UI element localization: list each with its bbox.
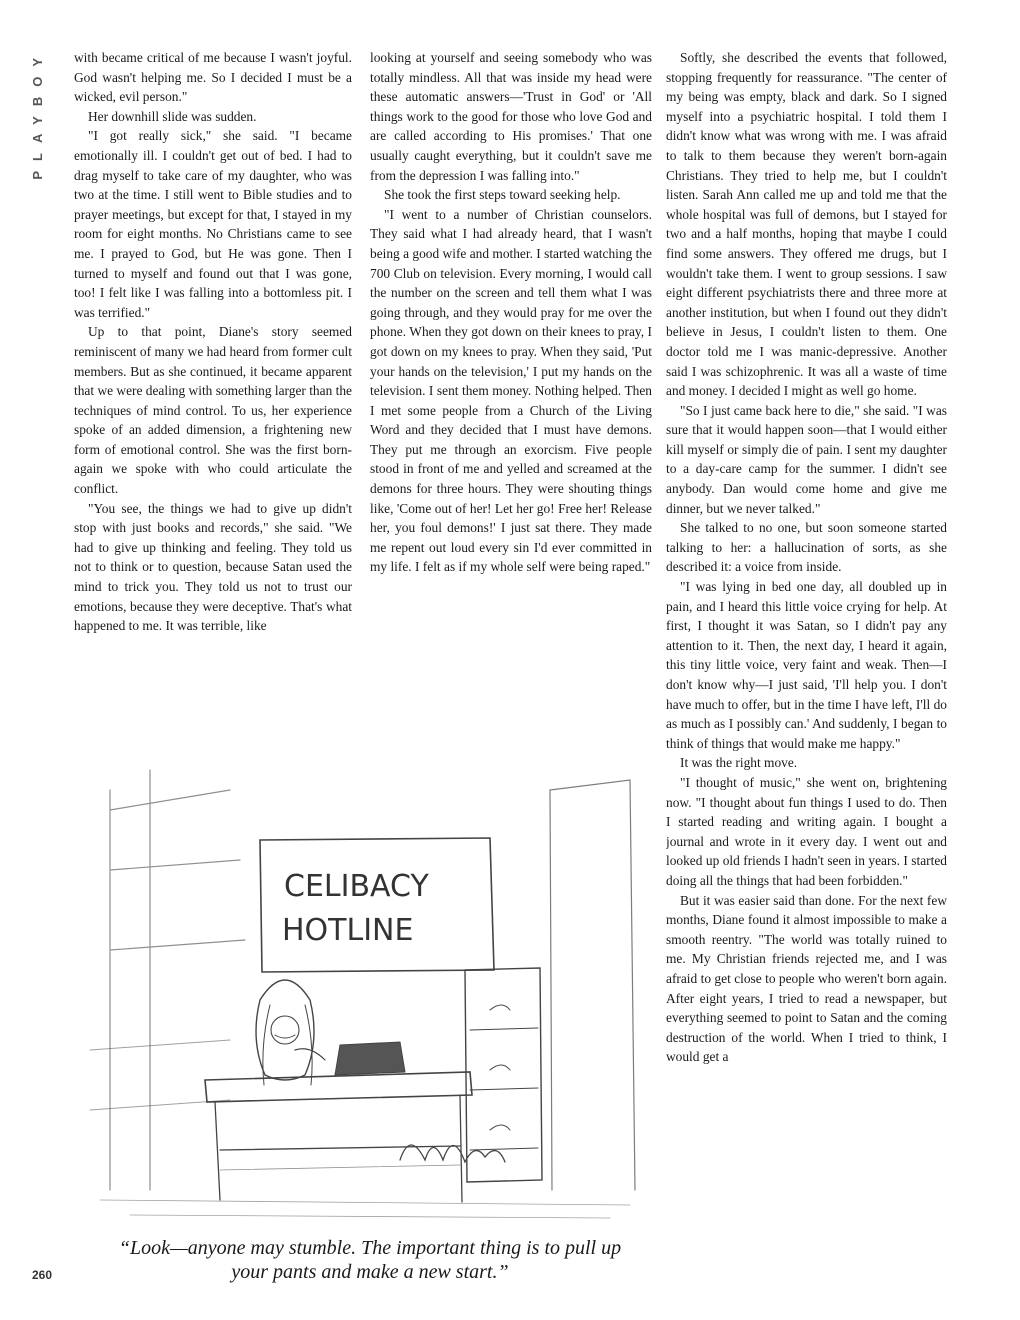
paragraph: Softly, she described the events that followed, stopping frequently for reassurance. "The center of my being was empty, black and dark. So I signed myself into a psychiatric hospital. I told them I didn't know what was wrong with me. I was afraid to talk to them because they weren't born-again Christians. They tried to help me, but I couldn't listen. Sarah Ann called me up and told me that the whole hospital was full of demons, but I stayed for two and a half months, hoping that maybe I could find some answers. They offered me drugs, but I wouldn't take them. I went to group sessions. I saw eight different psychiatrists there and three more at another institution, but when I found out they didn't believe in Jesus, I couldn't listen to them. One doctor told me I was manic-depressive. Another said I was schizophrenic. It was all a waste of time and money. I decided I might as well go home. [666, 50, 947, 399]
paragraph: She talked to no one, but soon someone started talking to her: a hallucination of sorts, as she described it: a voice from inside. [666, 520, 947, 575]
paragraph: "I got really sick," she said. "I became emotionally ill. I couldn't get out of bed. I had to drag myself to take care of my daughter, who was two at the time. I still went to Bible studies and to prayer meetings, but except for that, I stayed in my room for eight months. No Christians came to see me. I prayed to God, but He was gone. Then I turned to myself and found out that I was gone, too! I felt like I was falling into a bottomless pit. I was terrified." [74, 128, 352, 320]
paragraph: "I went to a number of Christian counselors. They said what I had already heard, that I wasn't being a good wife and mother. I started watching the 700 Club on television. Every morning, I would call the number on the screen and tell them what I was going through, and they would pray for me over the phone. When they got down on their knees to pray, I got down on my knees to pray. When they said, 'Put your hands on the television,' I put my hands on the television. I sent them money. Nothing helped. Then I met some people from a Church of the Living Word and they decided that I must have demons. They put me through an exorcism. Five people stood in front of me and yelled and screamed at the demons for three hours. They were shouting things like, 'Come out of her! Let her go! Free her! Release her, you foul demons!' I just sat there. They made me repent out loud every sin I'd ever committed in my life. I felt as if my whole self were being raped." [370, 206, 652, 575]
article-column-2 [370, 48, 652, 708]
paragraph: looking at yourself and seeing somebody who was totally mindless. All that was inside my head were these automatic answers—'Trust in God' or 'All things work to the good for those who love God and are called according to His promises.' That one usually caught everything, but it couldn't save me from the depression I was falling into." [370, 50, 652, 183]
paragraph: with became critical of me because I wasn't joyful. God wasn't helping me. So I decided I must be a wicked, evil person." [74, 50, 352, 105]
cartoon-caption: “Look—anyone may stumble. The important thing is to pull up your pants and make a new start.” [118, 1237, 622, 1283]
cartoon-sign-line2: HOTLINE [282, 913, 414, 948]
paragraph: "I was lying in bed one day, all doubled up in pain, and I heard this little voice crying for help. At first, I thought it was Satan, so I didn't pay any attention to it. Then, the next day, I heard it again, this tiny little voice, very faint and weak. Then—I don't know why—I just said, 'I'll help you. I don't have much to offer, but in the time I have left, I'll do as much as I possibly can.' And suddenly, I began to think of things that would make me happy." [666, 579, 947, 751]
paragraph: She took the first steps toward seeking help. [384, 187, 621, 203]
article-column-3 [666, 48, 947, 1293]
paragraph: It was the right move. [680, 755, 798, 771]
paragraph: "So I just came back here to die," she said. "I was sure that it would happen soon—that I would either kill myself or simply die of pain. I sent my daughter to a day-care camp for the summer. I didn't see anybody. Dan would come home and give me dinner, but we never talked." [666, 402, 947, 516]
paragraph: Up to that point, Diane's story seemed reminiscent of many we had heard from former cult members. But as she continued, it became apparent that we were dealing with something larger than the techniques of mind control. To us, her experience spoke of an added dimension, a frightening new form of emotional control. She was the first born-again we spoke with who could articulate the conflict. [74, 324, 352, 497]
masthead-logo: PLAYBOY [30, 48, 45, 180]
cartoon-sign-line1: CELIBACY [284, 869, 429, 904]
paragraph: "I thought of music," she went on, brightening now. "I thought about fun things I used to do. Then I started reading and writing again. I bought a journal and wrote in it every day. I went out and looked up old friends I hadn't seen in years. I started doing all the things that had been forbidden." [666, 774, 947, 888]
paragraph: Her downhill slide was sudden. [88, 108, 257, 124]
paragraph: "You see, the things we had to give up didn't stop with just books and records," she said. "We had to give up thinking and feeling. They told us not to think or to question, because Satan used the mind to trick you. They told us not to trust our emotions, because they were deceptive. That's what happened to me. It was terrible, like [74, 500, 352, 634]
paragraph: But it was easier said than done. For the next few months, Diane found it almost impossible to make a smooth reentry. "The world was totally ruined to me. My Christian friends rejected me, and I was afraid to get close to people who weren't born again. After eight years, I tried to read a newspaper, but everything seemed to point to Satan and the coming destruction of the world. When I tried to think, I would get a [666, 892, 947, 1065]
cartoon-illustration [70, 750, 652, 1228]
page-number: 260 [32, 1268, 53, 1282]
article-column-1 [74, 48, 352, 720]
cartoon-drawing [70, 750, 652, 1228]
